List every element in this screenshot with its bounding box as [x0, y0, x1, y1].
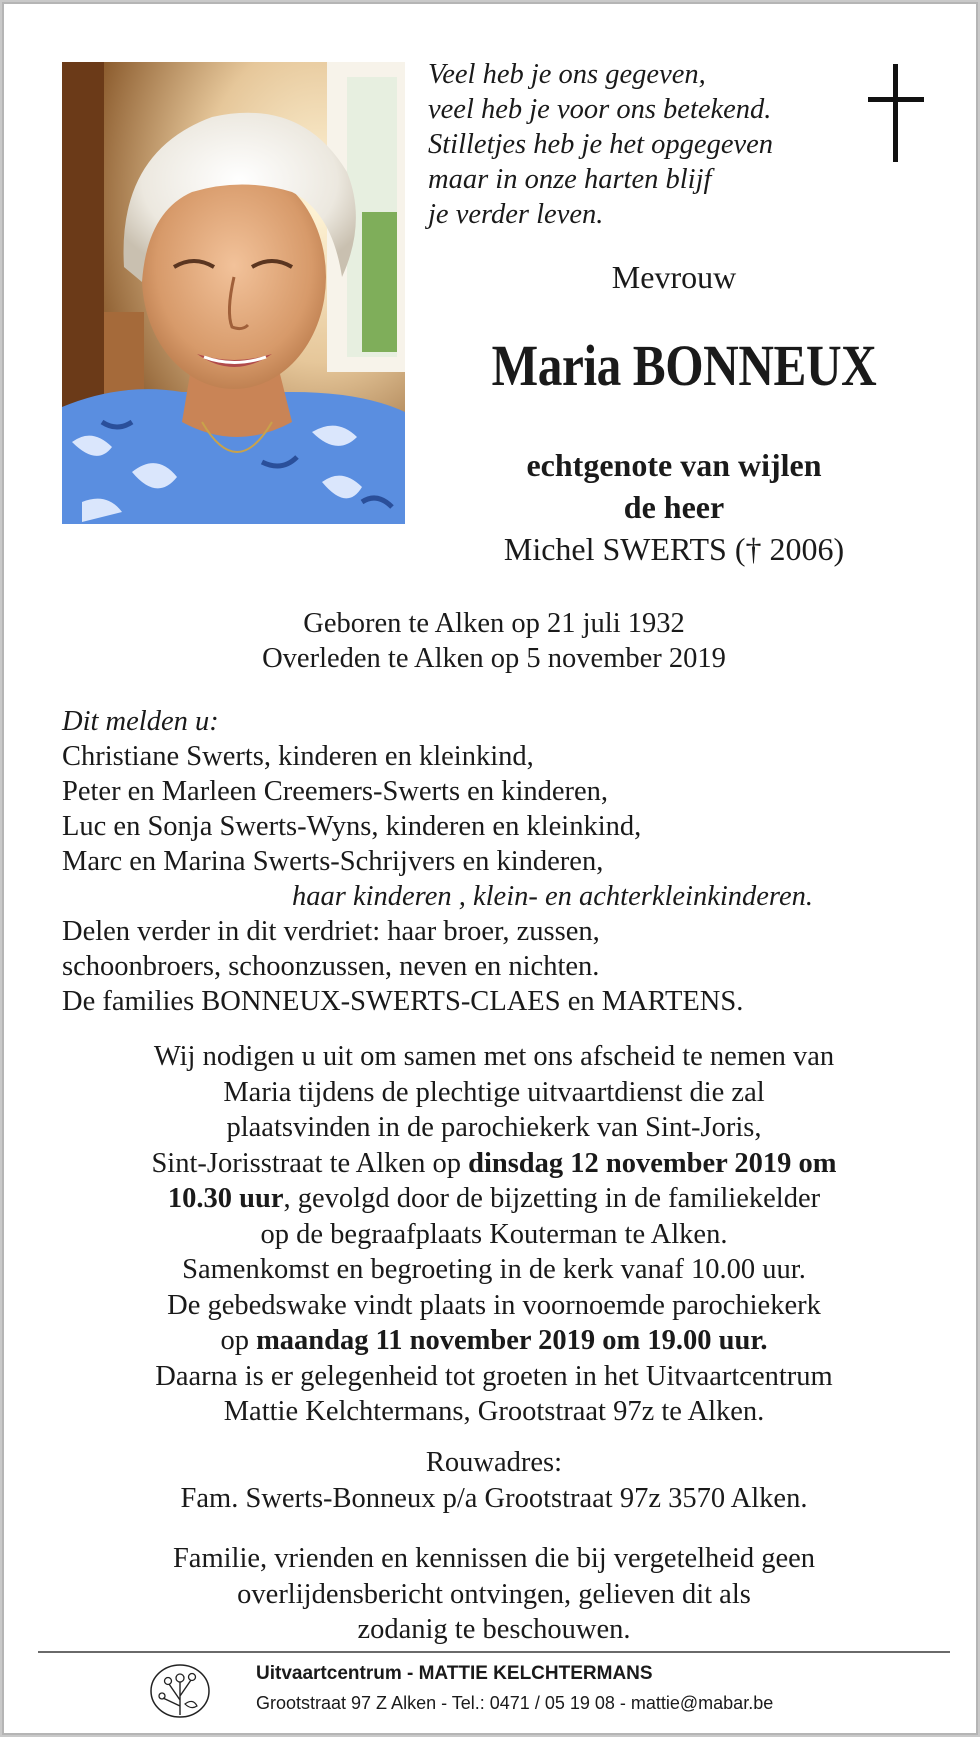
poem-line: Veel heb je ons gegeven,: [428, 59, 706, 90]
poem-line: maar in onze harten blijf: [428, 164, 712, 195]
family-line: Peter en Marleen Creemers-Swerts en kinderen,: [62, 776, 609, 807]
invite-line: Wij nodigen u uit om samen met ons afscheid te nemen van: [153, 1041, 835, 1072]
poem-line: Stilletjes heb je het opgegeven: [428, 129, 774, 160]
grandchildren-line: haar kinderen , klein- en achterkleinkinderen.: [292, 881, 813, 912]
invite-line: op de begraafplaats Kouterman te Alken.: [260, 1218, 728, 1250]
notice-text: [44, 1541, 944, 1648]
spouse-line: de heer: [623, 489, 725, 525]
notice-line: zodanig te beschouwen.: [357, 1614, 631, 1645]
obituary-card: [2, 2, 978, 1735]
death-date: Overleden te Alken op 5 november 2019: [262, 643, 726, 674]
spouse-block: [434, 444, 914, 570]
address-label: Rouwadres:: [425, 1447, 563, 1478]
notice-line: overlijdensbericht ontvingen, gelieven dit als: [237, 1578, 751, 1610]
invite-line: Maria tijdens de plechtige uitvaartdienst die zal: [223, 1076, 765, 1108]
flower-logo-icon: [149, 1660, 211, 1722]
family-intro: Dit melden u:: [62, 706, 219, 737]
invite-line: [44, 1323, 944, 1359]
invite-line: Mattie Kelchtermans, Grootstraat 97z te Alken.: [223, 1396, 765, 1427]
funeral-home-name: Uitvaartcentrum - MATTIE KELCHTERMANS: [256, 1663, 653, 1684]
funeral-date: dinsdag 12 november 2019 om: [468, 1147, 837, 1179]
poem-line: veel heb je voor ons betekend.: [428, 94, 772, 125]
spouse-name: Michel SWERTS († 2006): [503, 531, 845, 567]
family-announcement: [62, 704, 942, 1019]
invite-line: [44, 1146, 944, 1182]
spouse-line: echtgenote van wijlen: [526, 447, 822, 483]
invite-line: Daarna is er gelegenheid tot groeten in het Uitvaartcentrum: [155, 1360, 833, 1392]
latin-cross-icon: [868, 64, 924, 162]
deceased-name: Maria BONNEUX: [491, 333, 877, 398]
address-value: Fam. Swerts-Bonneux p/a Grootstraat 97z 3570 Alken.: [180, 1483, 808, 1514]
family-line: Marc en Marina Swerts-Schrijvers en kinderen,: [62, 846, 604, 877]
invite-line: Samenkomst en begroeting in de kerk vanaf 10.00 uur.: [182, 1254, 806, 1285]
funeral-home-contact: Grootstraat 97 Z Alken - Tel.: 0471 / 05 19 08 - mattie@mabar.be: [256, 1693, 774, 1713]
family-line: schoonbroers, schoonzussen, neven en nichten.: [62, 951, 600, 982]
invite-line: plaatsvinden in de parochiekerk van Sint-Joris,: [226, 1112, 762, 1143]
life-dates: [54, 606, 934, 676]
invite-text: , gevolgd door de bijzetting in de familiekelder: [283, 1183, 821, 1214]
invite-line: De gebedswake vindt plaats in voornoemde parochiekerk: [167, 1289, 821, 1321]
poem-line: je verder leven.: [428, 199, 604, 230]
footer-divider: [38, 1651, 950, 1653]
funeral-time: 10.30 uur: [167, 1183, 284, 1214]
wake-date: maandag 11 november 2019 om 19.00 uur.: [256, 1325, 768, 1356]
invite-text: op: [220, 1325, 257, 1356]
family-line: De families BONNEUX-SWERTS-CLAES en MARTENS.: [62, 986, 744, 1017]
family-line: Luc en Sonja Swerts-Wyns, kinderen en kleinkind,: [62, 811, 642, 842]
poem: [428, 57, 848, 232]
funeral-invitation: [44, 1039, 944, 1430]
salutation: Mevrouw: [611, 259, 737, 295]
family-line: Delen verder in dit verdriet: haar broer, zussen,: [62, 916, 600, 947]
invite-line: [44, 1181, 944, 1217]
birth-date: Geboren te Alken op 21 juli 1932: [303, 608, 685, 639]
mourning-address: [44, 1445, 944, 1517]
invite-text: Sint-Jorisstraat te Alken op: [151, 1147, 469, 1179]
notice-line: Familie, vrienden en kennissen die bij vergetelheid geen: [172, 1543, 816, 1574]
portrait-photo: [62, 62, 405, 524]
family-line: Christiane Swerts, kinderen en kleinkind,: [62, 741, 534, 772]
